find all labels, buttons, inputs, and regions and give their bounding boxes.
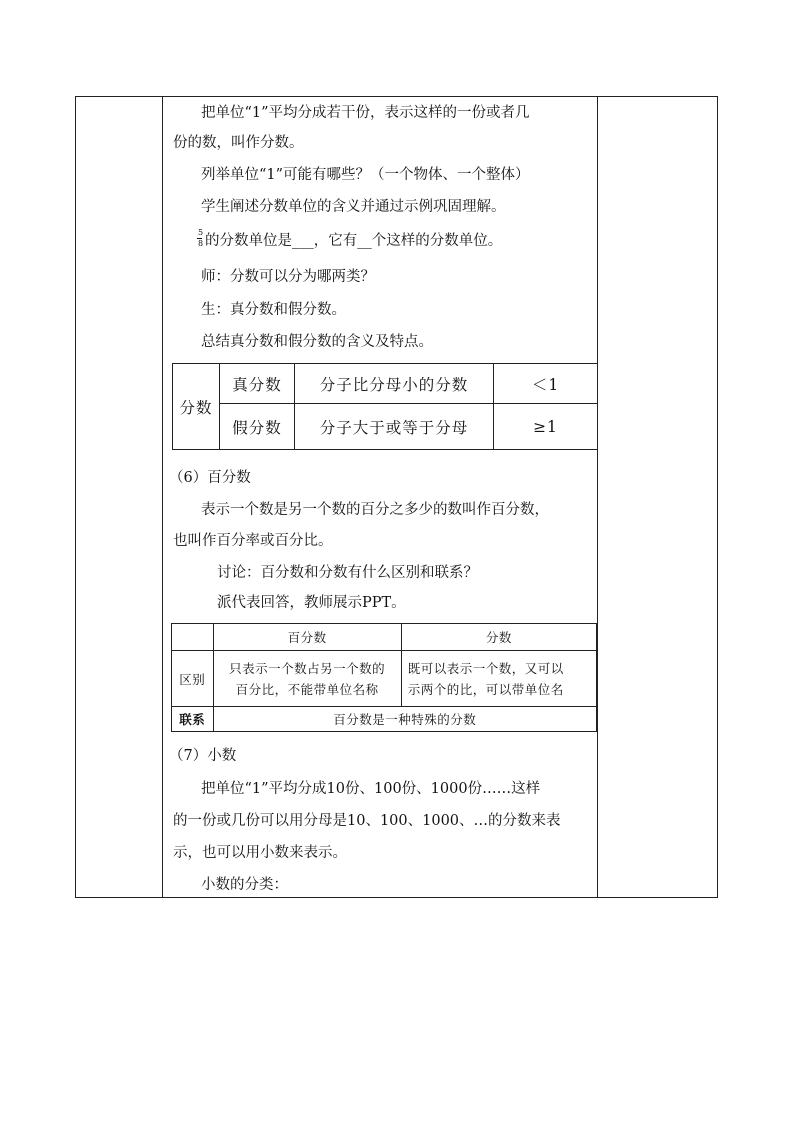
percent-table-relation-label: 联系 — [172, 707, 214, 732]
improper-fraction-name: 假分数 — [220, 404, 295, 450]
paragraph-decimal-definition-1: 把单位“1”平均分成10份、100份、1000份……这样 — [201, 781, 541, 797]
paragraph-teacher-question: 师：分数可以分为哪两类？ — [201, 269, 375, 285]
paragraph-fraction-unit-question: 的分数单位是___，它有__个这样的分数单位。 — [205, 233, 503, 249]
improper-fraction-relation: ≥1 — [494, 404, 598, 450]
percent-table-header-fraction: 分数 — [401, 624, 596, 651]
fraction-types-table — [172, 363, 598, 450]
paragraph-summary: 总结真分数和假分数的含义及特点。 — [201, 334, 433, 350]
difference-percent-line1: 只表示一个数占另一个数的 — [229, 660, 386, 676]
proper-fraction-name: 真分数 — [220, 364, 295, 404]
fraction-numerator: 5 — [198, 228, 204, 237]
proper-fraction-desc: 分子比分母小的分数 — [295, 364, 494, 404]
percent-table-difference-percent — [213, 651, 401, 707]
paragraph-decimal-definition-2: 的一份或几份可以用分母是10、100、1000、…的分数来表 — [173, 813, 561, 829]
percent-table-clip — [171, 617, 597, 737]
percent-vs-fraction-table — [171, 623, 597, 732]
paragraph-student-answer: 生：真分数和假分数。 — [201, 302, 346, 318]
paragraph-fraction-definition-2: 份的数，叫作分数。 — [173, 135, 304, 151]
paragraph-fraction-definition-1: 把单位“1”平均分成若干份，表示这样的一份或者几 — [201, 105, 530, 121]
lesson-table — [75, 96, 718, 898]
percent-table-header-percent: 百分数 — [213, 624, 401, 651]
percent-table-corner — [172, 624, 214, 651]
difference-fraction-line1: 既可以表示一个数，又可以 — [407, 660, 564, 676]
paragraph-decimal-definition-3: 示，也可以用小数来表示。 — [173, 845, 347, 861]
lesson-content-cell — [163, 97, 597, 897]
paragraph-percent-definition-2: 也叫作百分率或百分比。 — [173, 533, 333, 549]
section-decimal-title: （7）小数 — [169, 748, 237, 764]
percent-table-difference-fraction — [401, 651, 596, 707]
fraction-group-label: 分数 — [173, 364, 220, 450]
proper-fraction-relation: ＜1 — [494, 364, 598, 404]
improper-fraction-desc: 分子大于或等于分母 — [295, 404, 494, 450]
paragraph-decimal-classification: 小数的分类： — [201, 877, 288, 893]
paragraph-unit-examples: 列举单位“1”可能有哪些？（一个物体、一个整体） — [201, 167, 530, 183]
column-divider-right — [597, 97, 598, 897]
paragraph-percent-definition-1: 表示一个数是另一个数的百分之多少的数叫作百分数， — [201, 502, 549, 518]
difference-fraction-line2: 示两个的比，可以带单位名 — [407, 681, 564, 697]
paragraph-unit-meaning: 学生阐述分数单位的含义并通过示例巩固理解。 — [201, 199, 506, 215]
section-percent-title: （6）百分数 — [169, 470, 251, 486]
paragraph-discussion: 讨论：百分数和分数有什么区别和联系？ — [217, 565, 478, 581]
difference-percent-line2: 百分比，不能带单位名称 — [235, 681, 379, 697]
percent-table-difference-label: 区别 — [172, 651, 214, 707]
paragraph-presentation: 派代表回答，教师展示PPT。 — [217, 595, 406, 611]
percent-table-relation-text: 百分数是一种特殊的分数 — [213, 707, 596, 732]
fraction-denominator: 8 — [198, 239, 204, 248]
